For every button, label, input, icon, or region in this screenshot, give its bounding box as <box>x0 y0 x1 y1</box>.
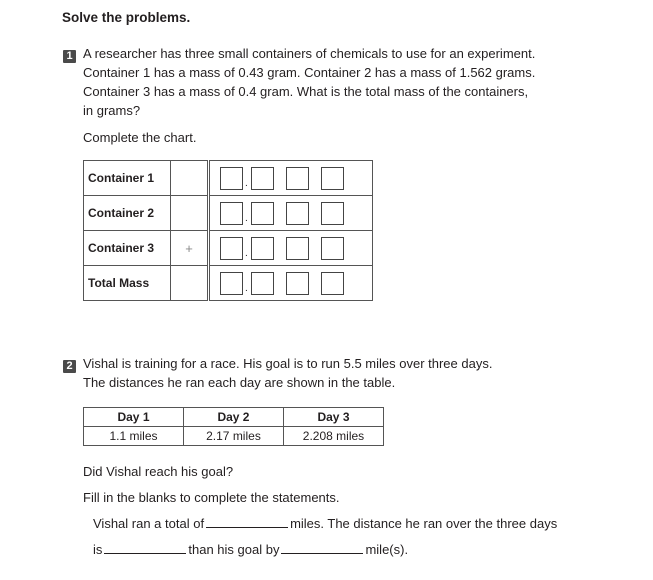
digit-box[interactable] <box>220 202 243 225</box>
problem-line: in grams? <box>83 103 141 118</box>
decimal-point: . <box>245 177 248 189</box>
digit-box[interactable] <box>251 237 274 260</box>
table-row <box>84 427 384 446</box>
problem-2-text <box>83 354 492 392</box>
chart-row <box>84 266 373 301</box>
cell-day-3: 2.208 miles <box>283 427 383 446</box>
operator <box>171 161 209 196</box>
digit-boxes <box>209 266 373 301</box>
statement-text: Vishal ran a total of <box>93 516 205 531</box>
distance-table <box>83 407 384 446</box>
section-title: Solve the problems. <box>62 10 191 25</box>
digit-box[interactable] <box>220 272 243 295</box>
digit-box[interactable] <box>220 237 243 260</box>
cell-day-1: 1.1 miles <box>84 427 184 446</box>
digit-box[interactable] <box>220 167 243 190</box>
problem-1-badge: 1 <box>63 47 76 63</box>
digit-box[interactable] <box>286 167 309 190</box>
problem-1-text <box>83 44 535 120</box>
problem-line: Container 3 has a mass of 0.4 gram. What is the total mass of the containers, <box>83 84 529 99</box>
digit-boxes <box>209 161 373 196</box>
digit-box[interactable] <box>251 272 274 295</box>
problem-line: Vishal is training for a race. His goal is to run 5.5 miles over three days. <box>83 356 493 371</box>
statement-2 <box>93 540 408 559</box>
digit-box[interactable] <box>321 202 344 225</box>
cell-day-2: 2.17 miles <box>183 427 283 446</box>
chart-instruction: Complete the chart. <box>83 130 197 145</box>
table-header-row <box>84 408 384 427</box>
problem-line: Container 1 has a mass of 0.43 gram. Container 2 has a mass of 1.562 grams. <box>83 65 536 80</box>
row-label: Total Mass <box>84 266 171 301</box>
decimal-point: . <box>245 212 248 224</box>
operator <box>171 196 209 231</box>
statement-1 <box>93 514 557 533</box>
total-miles-blank[interactable] <box>206 515 288 528</box>
digit-box[interactable] <box>251 202 274 225</box>
problem-line: The distances he ran each day are shown in the table. <box>83 375 396 390</box>
digit-box[interactable] <box>321 272 344 295</box>
mass-chart <box>83 160 373 301</box>
chart-row <box>84 196 373 231</box>
chart-row <box>84 231 373 266</box>
operator: + <box>171 231 209 266</box>
comparison-blank[interactable] <box>104 541 186 554</box>
statement-text: than his goal by <box>188 542 280 557</box>
row-label: Container 3 <box>84 231 171 266</box>
digit-box[interactable] <box>321 237 344 260</box>
digit-box[interactable] <box>286 237 309 260</box>
problem-2-badge: 2 <box>63 357 76 373</box>
digit-boxes <box>209 196 373 231</box>
row-label: Container 2 <box>84 196 171 231</box>
goal-question: Did Vishal reach his goal? <box>83 464 234 479</box>
difference-blank[interactable] <box>281 541 363 554</box>
digit-box[interactable] <box>251 167 274 190</box>
decimal-point: . <box>245 282 248 294</box>
statement-text: is <box>93 542 103 557</box>
header-day-2: Day 2 <box>183 408 283 427</box>
operator <box>171 266 209 301</box>
statement-text: miles. The distance he ran over the three days <box>290 516 558 531</box>
problem-line: A researcher has three small containers of chemicals to use for an experiment. <box>83 46 536 61</box>
digit-box[interactable] <box>286 202 309 225</box>
header-day-3: Day 3 <box>283 408 383 427</box>
row-label: Container 1 <box>84 161 171 196</box>
chart-row <box>84 161 373 196</box>
digit-box[interactable] <box>321 167 344 190</box>
fill-instruction: Fill in the blanks to complete the statements. <box>83 490 340 505</box>
statement-text: mile(s). <box>365 542 409 557</box>
digit-boxes <box>209 231 373 266</box>
header-day-1: Day 1 <box>84 408 184 427</box>
digit-box[interactable] <box>286 272 309 295</box>
decimal-point: . <box>245 247 248 259</box>
